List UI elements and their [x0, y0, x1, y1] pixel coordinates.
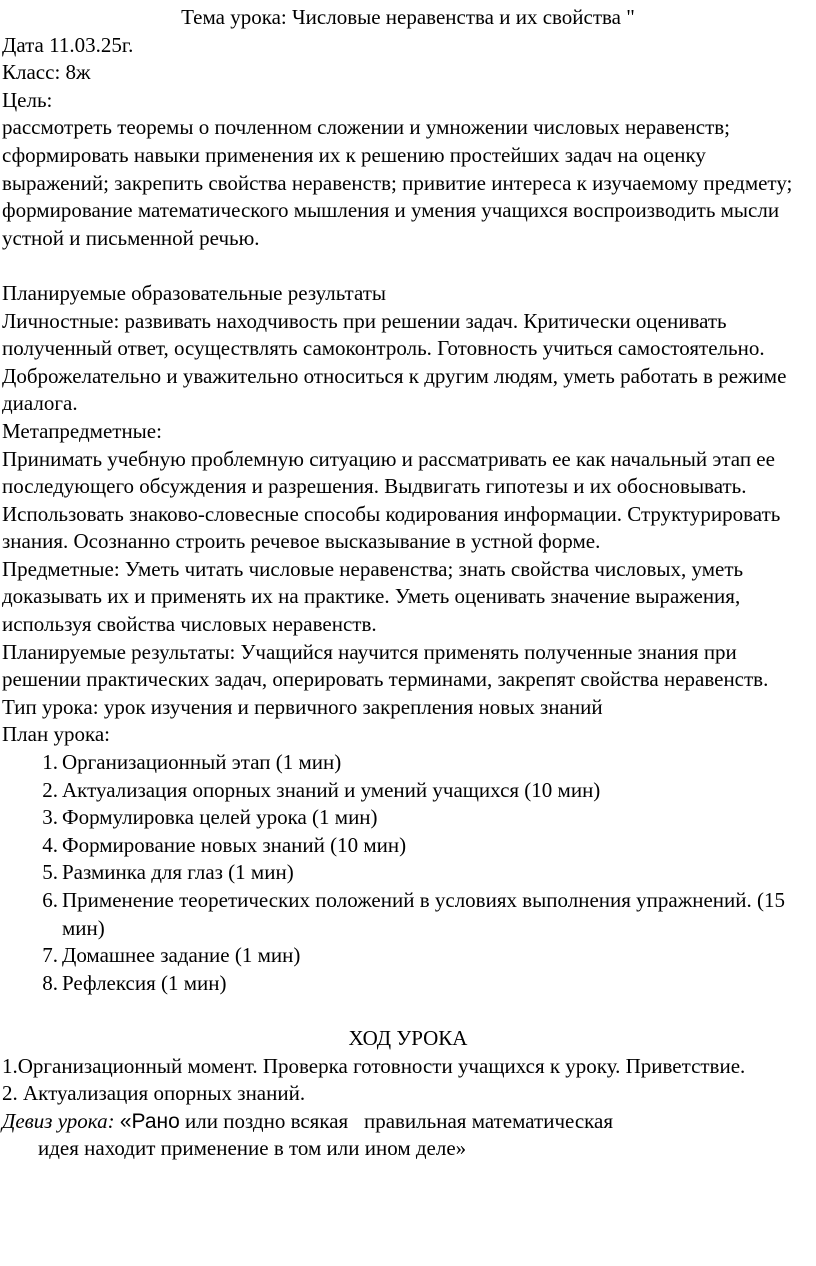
list-item-text: Формулировка целей урока (1 мин) [62, 805, 378, 830]
list-item-text: Рефлексия (1 мин) [62, 970, 227, 995]
course-step-2: 2. Актуализация опорных знаний. [2, 1081, 306, 1106]
list-item [42, 832, 814, 860]
lesson-title: Тема урока: Числовые неравенства и их свойства " [181, 5, 635, 29]
motto-open: «Рано [119, 1109, 180, 1133]
motto-line [2, 1108, 814, 1136]
goal-text: рассмотреть теоремы о почленном сложении и умножении числовых неравенств; сформировать навыки применения их к решению простейших задач на оценку выражений; закрепить свойства неравенств; привитие интереса к изучаемому предмету; формирование математического мышления и умения учащихся воспроизводить мысли устной и письменной речью. [2, 115, 793, 250]
meta-label: Метапредметные: [2, 418, 162, 443]
list-item [42, 970, 814, 998]
list-item-number: 6. [42, 888, 58, 912]
lesson-type: Тип урока: урок изучения и первичного закрепления новых знаний [2, 694, 603, 719]
personal-results: Личностные: развивать находчивость при решении задач. Критически оценивать полученный ответ, осуществлять самоконтроль. Готовность учиться самостоятельно. Доброжелательно и уважительно относиться к другим людям, уметь работать в режиме диалога. [2, 308, 787, 416]
list-item-text: Актуализация опорных знаний и умений учащихся (10 мин) [62, 777, 601, 802]
list-item [42, 749, 814, 777]
list-item [42, 777, 814, 805]
subject-results: Предметные: Уметь читать числовые неравенства; знать свойства числовых, уметь доказывать их и применять их на практике. Уметь оценивать значение выражения, используя свойства числовых неравенств. [2, 556, 744, 637]
course-step-1: 1.Организационный момент. Проверка готовности учащихся к уроку. Приветствие. [2, 1053, 746, 1078]
planned-results: Планируемые результаты: Учащийся научится применять полученные знания при решении практических задач, оперировать терминами, закрепят свойства неравенств. [2, 639, 769, 692]
list-item-number: 8. [42, 970, 58, 995]
motto-rest: или поздно всякая правильная математическая [179, 1108, 614, 1133]
motto-line-2: идея находит применение в том или ином деле» [38, 1136, 467, 1161]
list-item-number: 5. [42, 860, 58, 885]
results-heading: Планируемые образовательные результаты [2, 280, 387, 305]
list-item-number: 2. [42, 777, 58, 802]
list-item-text: Применение теоретических положений в условиях выполнения упражнений. (15 мин) [62, 888, 785, 940]
blank-line [2, 997, 814, 1025]
list-item-number: 4. [42, 832, 58, 857]
lesson-date: Дата 11.03.25г. [2, 32, 134, 57]
list-item [42, 942, 814, 970]
meta-results: Принимать учебную проблемную ситуацию и рассматривать ее как начальный этап ее последующего обсуждения и разрешения. Выдвигать гипотезы и их обосновывать. Использовать знаково-словесные способы кодирования информации. Структурировать знания. Осознанно строить речевое высказывание в устной форме. [2, 446, 781, 554]
blank-line [2, 252, 814, 280]
goal-label: Цель: [2, 87, 53, 112]
list-item-text: Разминка для глаз (1 мин) [62, 860, 294, 885]
list-item [42, 859, 814, 887]
list-item-number: 7. [42, 943, 58, 968]
list-item [42, 887, 814, 942]
list-item-number: 3. [42, 805, 58, 830]
list-item-text: Формирование новых знаний (10 мин) [62, 832, 407, 857]
course-heading: ХОД УРОКА [348, 1025, 468, 1050]
list-item [42, 804, 814, 832]
plan-label: План урока: [2, 722, 110, 747]
list-item-number: 1. [42, 750, 58, 775]
list-item-text: Домашнее задание (1 мин) [62, 943, 301, 968]
list-item-text: Организационный этап (1 мин) [62, 750, 342, 775]
lesson-plan-list [2, 749, 814, 997]
lesson-class: Класс: 8ж [2, 60, 91, 85]
motto-label: Девиз урока: [2, 1108, 115, 1133]
